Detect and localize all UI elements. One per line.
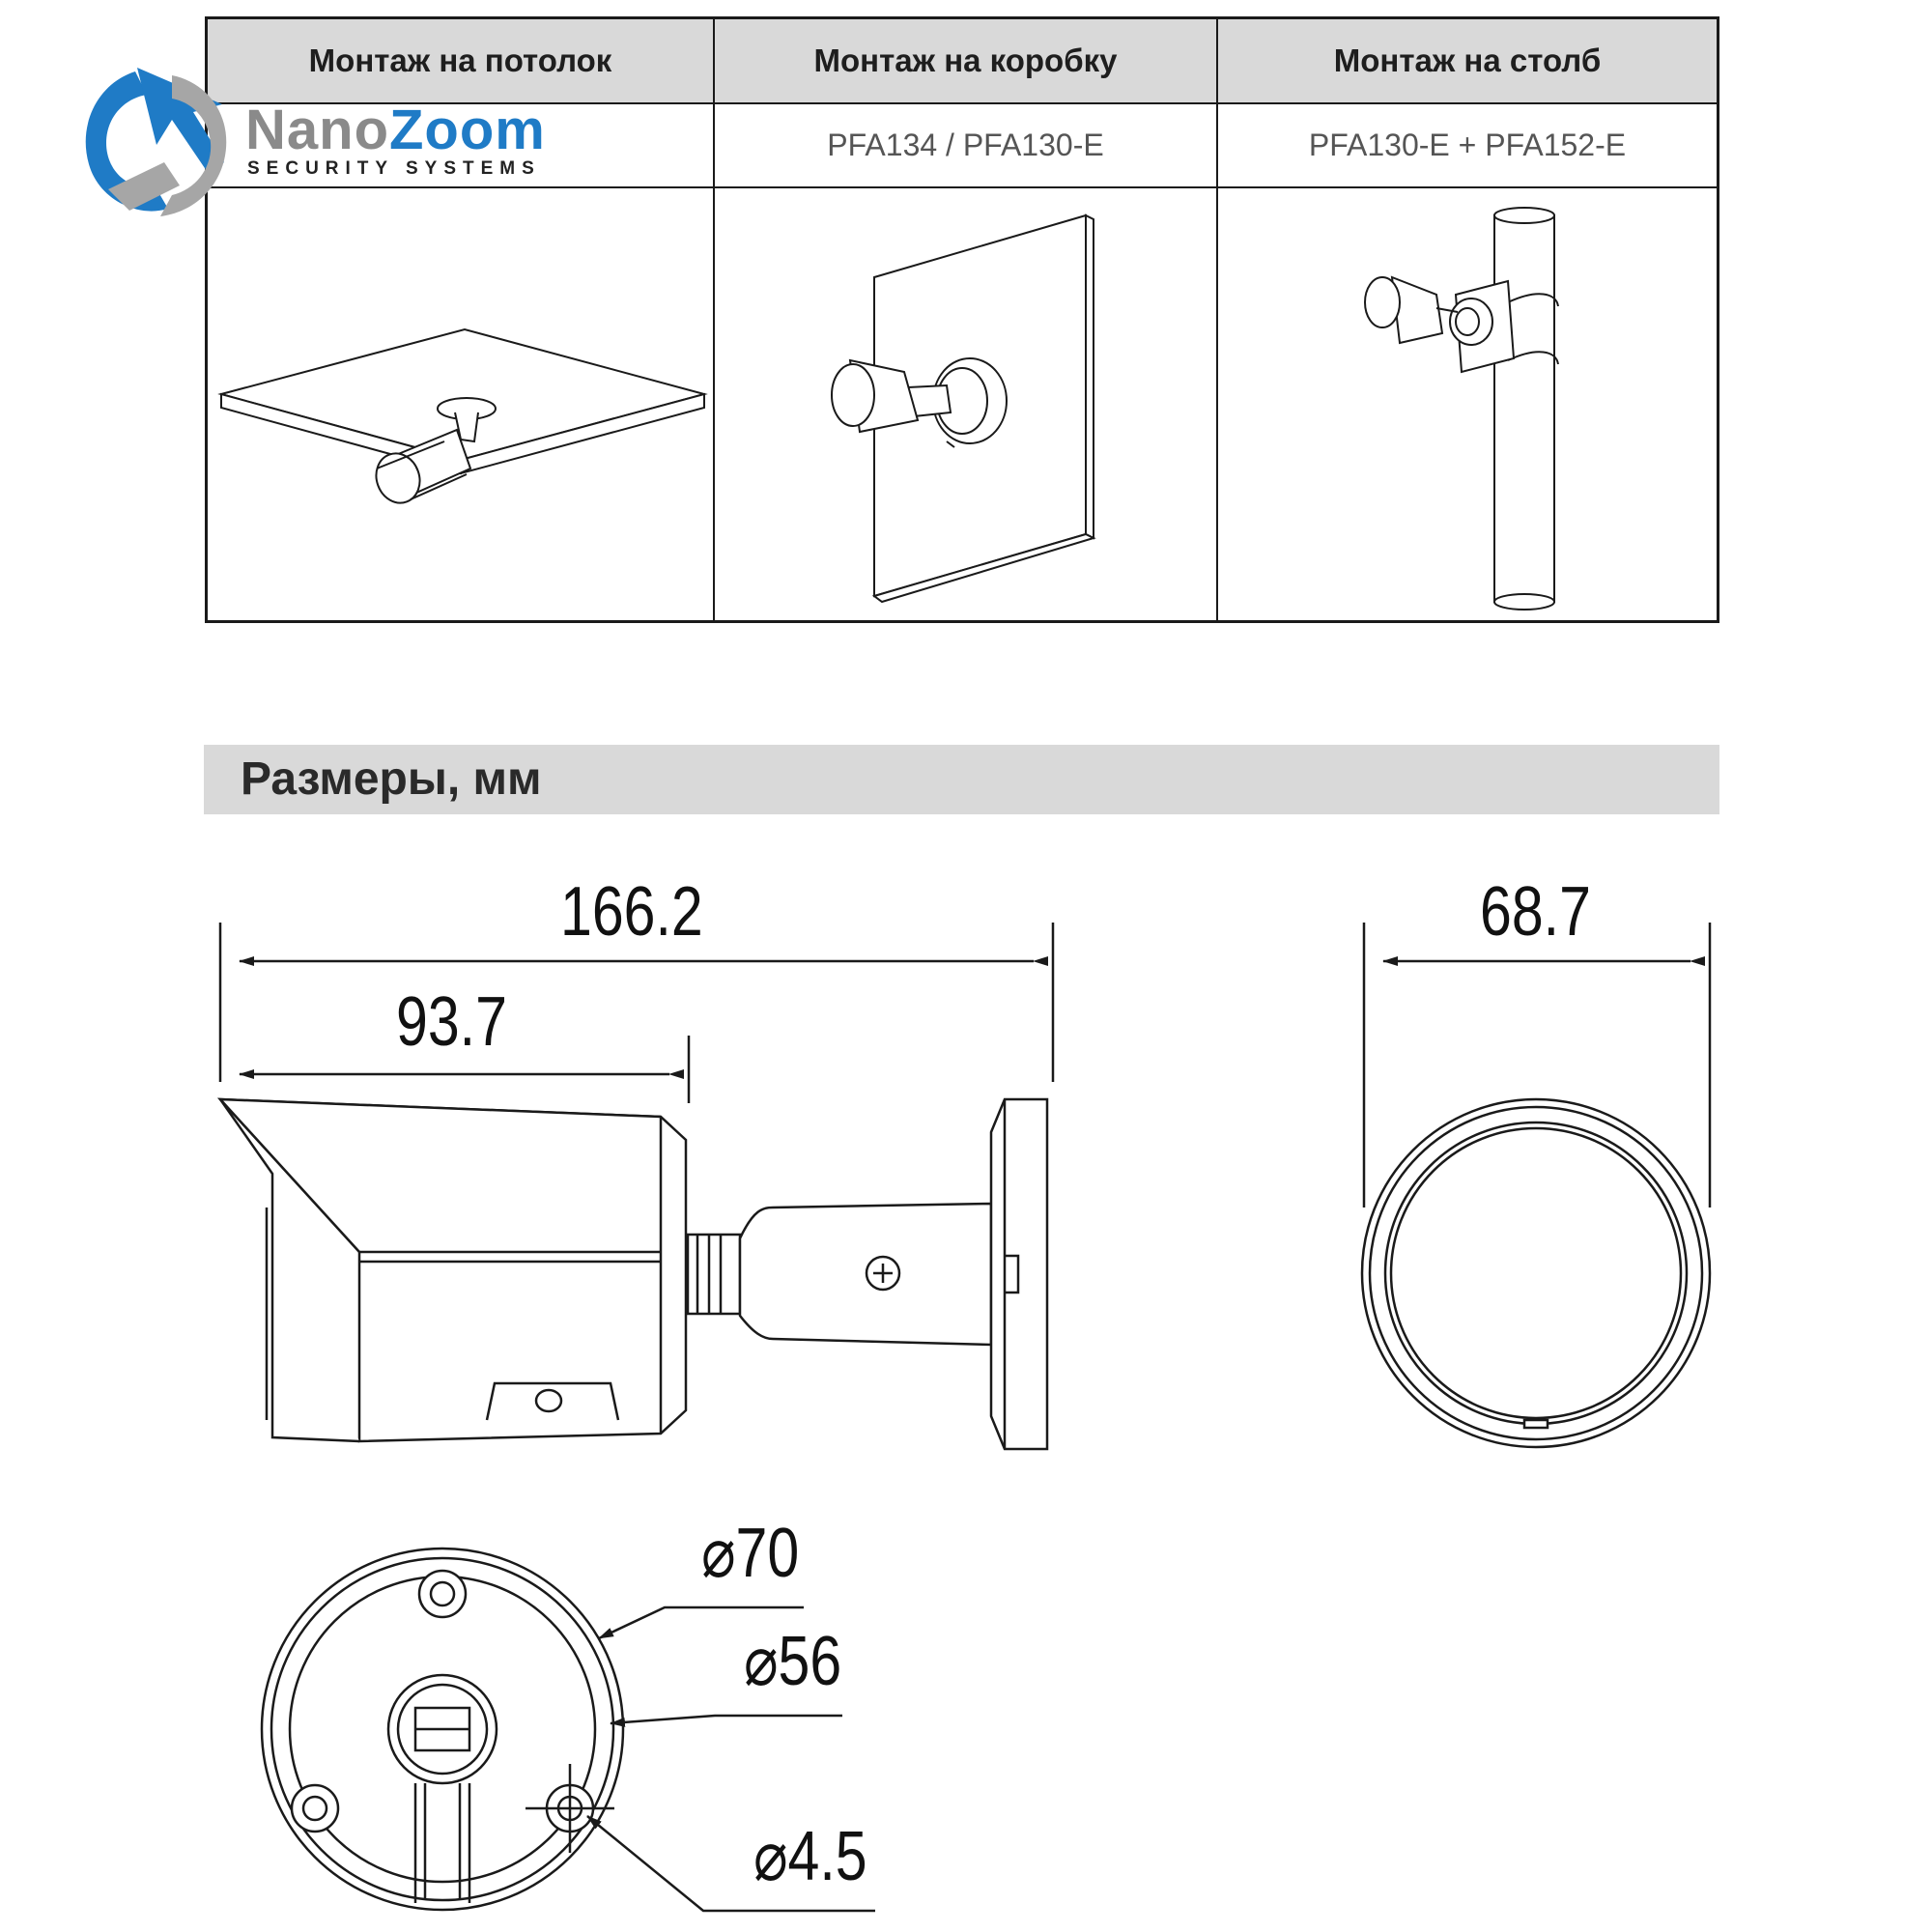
label-front-diameter: 68.7 <box>1480 873 1591 951</box>
camera-front-view <box>1362 1099 1710 1447</box>
header-pole-mount: Монтаж на столб <box>1216 19 1717 102</box>
label-body-length: 93.7 <box>396 983 507 1061</box>
code-box-mount: PFA134 / PFA130-E <box>713 104 1216 186</box>
label-hole-diameter: ⌀4.5 <box>753 1818 867 1895</box>
logo-tagline: SECURITY SYSTEMS <box>247 158 541 179</box>
logo-name-part1: Nano <box>245 99 389 161</box>
header-ceiling-mount: Монтаж на потолок <box>308 43 612 78</box>
camera-side-view <box>220 1099 1047 1449</box>
code-pole-mount: PFA130-E + PFA152-E <box>1216 104 1717 186</box>
logo-name-part2: Zoom <box>389 99 546 161</box>
header-box-mount: Монтаж на коробку <box>713 19 1216 102</box>
label-base-outer-diameter: ⌀70 <box>701 1515 800 1592</box>
label-base-inner-diameter: ⌀56 <box>744 1623 842 1700</box>
label-total-length: 166.2 <box>560 873 703 951</box>
section-title: Размеры, мм <box>241 753 542 805</box>
